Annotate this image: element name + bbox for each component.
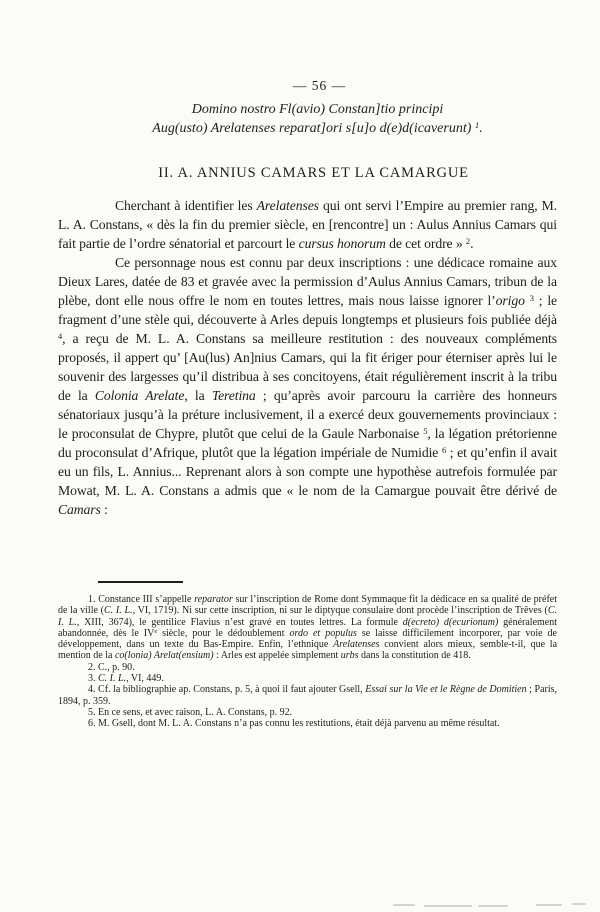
- scan-smudge: [572, 903, 586, 905]
- paragraph-2: Ce personnage nous est connu par deux inscriptions : une dédicace romaine aux Dieux Lares, datée de 83 et gravée avec la permission d’Aulus Annius Camars, tribun de la plèbe, dont elle nous offre le nom en toutes lettres, mais nous laisse ignorer l’origo $^3$ ; le fragment d’une stèle qui, découverte à Arles depuis longtemps et plusieurs fois publiée déjà $^4$, a reçu de M. L. A. Constans sa meilleure restitution : des nouveaux compléments proposés, il appert qu’ [Au(lus) An]nius Camars, qui la fit ériger pour éterniser après lui le souvenir des largesses qu’il distribua à ses concitoyens, était régulièrement inscrit à la tribu de la Colonia Arelate, la Teretina ; qu’après avoir parcouru la carrière des honneurs sénatoriaux jusqu’à la préture inclusivement, il a exercé deux gouvernements provinciaux : le proconsulat de Chypre, plutôt que celui de la Gaule Narbonaise $^5$, la légation prétorienne du proconsulat d’Afrique, plutôt que la légation impériale de Numidie $^6$ ; et qu’enfin il avait eu un fils, L. Annius... Reprenant alors à son compte une hypothèse autrefois formulée par Mowat, M. L. A. Constans a admis que « le nom de la Camargue pouvait être dérivé de Camars :: [58, 255, 558, 517]
- scan-smudge: [536, 904, 562, 906]
- scan-smudge: [424, 905, 472, 907]
- footnote-separator-rule: [98, 581, 183, 583]
- section-heading: II. A. ANNIUS CAMARS ET LA CAMARGUE: [158, 165, 469, 181]
- footnote-4: 4. Cf. la bibliographie ap. Constans, p. 5, à quoi il faut ajouter Gsell, Essai sur la Vie et le Règne de Domitien ; Paris, 1894, p. 359.: [58, 684, 558, 707]
- footnotes: [58, 594, 557, 730]
- epigraph: [58, 100, 557, 138]
- footnote-3: 3. C. I. L., VI, 449.: [88, 673, 164, 685]
- epigraph-line-2: Aug(usto) Arelatenses reparat]ori s[u]o d(e)d(icaverunt) $^1$.: [152, 120, 483, 136]
- paragraph-1: Cherchant à identifier les Arelatenses qui ont servi l’Empire au premier rang, M. L. A. Constans, « dès la fin du premier siècle, en [rencontre] un : Aulus Annius Camars qui fait partie de l’ordre sénatorial et parcourt le cursus honorum de cet ordre » $^2$.: [58, 198, 557, 251]
- scan-smudge: [478, 905, 508, 907]
- footnote-2: 2. C., p. 90.: [88, 661, 135, 673]
- footnote-6: 6. M. Gsell, dont M. L. A. Constans n’a pas connu les restitutions, était déjà parvenu au même résultat.: [88, 718, 500, 730]
- epigraph-line-1: Domino nostro Fl(avio) Constan]tio principi: [191, 102, 444, 117]
- body-text: [58, 196, 557, 519]
- footnote-5: 5. En ce sens, et avec raison, L. A. Constans, p. 92.: [88, 706, 293, 718]
- scan-smudge: [393, 904, 415, 906]
- page-number: — 56 —: [292, 78, 347, 93]
- footnote-1: 1. Constance III s’appelle reparator sur l’inscription de Rome dont Symmaque fit la dédicace en sa qualité de préfet de la ville (C. I. L., VI, 1719). Ni sur cette inscription, ni sur le diptyque consulaire dont procède l’inscription de Trêves (C. I. L., XIII, 3674), le gentilice Flavius n’est gravé en toutes lettres. La formule d(ecreto) d(ecurionum) généralement abandonnée, dès le IVe siècle, pour le dédoublement ordo et populus se laisse difficilement incorporer, par voie de développement, dans un texte du Bas-Empire. Enfin, l’ethnique Arelatenses convient alors mieux, semble-t-il, que la mention de la co(lonia) Arelat(ensium) : Arles est appelée simplement urbs dans la constitution de 418.: [58, 594, 558, 662]
